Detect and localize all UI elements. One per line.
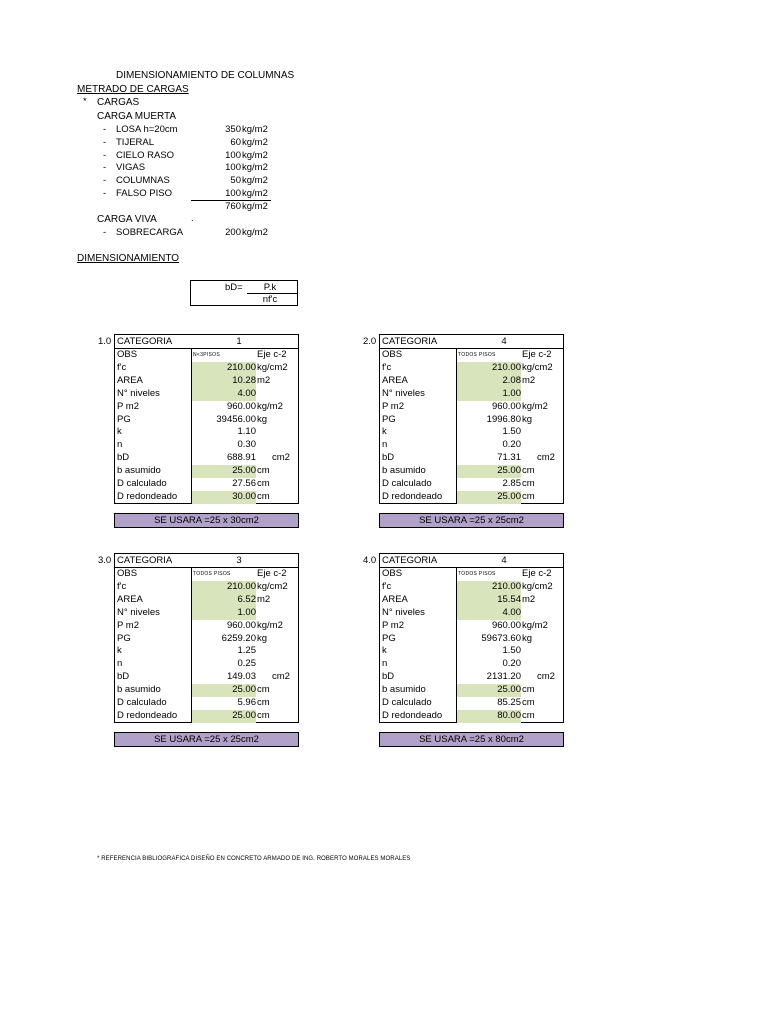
category-header-row [380,554,563,568]
row-value: 27.56 [232,478,256,489]
dead-load-unit: kg/m2 [242,162,268,173]
row-unit: kg [522,633,533,644]
row-label: D redondeado [117,491,178,502]
row-unit: m2 [257,375,271,386]
categoria-value: 4 [501,555,507,566]
row-value: 960.00 [491,401,521,412]
row-label: P m2 [382,401,405,412]
row-label: PG [382,633,396,644]
row-label: AREA [117,594,143,605]
row-label: bD [382,452,395,463]
row-label: k [382,645,387,656]
row-unit: m2 [522,594,536,605]
row-unit: cm2 [537,671,555,682]
row-value: 2.85 [502,478,521,489]
row-label: N° niveles [117,607,160,618]
row-unit: kg/m2 [522,620,548,631]
categoria-value: 1 [236,336,242,347]
dead-load-name: TIJERAL [116,137,155,148]
row-value: 0.30 [237,439,256,450]
dead-load-name: COLUMNAS [116,175,170,186]
row-unit: cm2 [537,452,555,463]
result-banner: SE USARA =25 x 80cm2 [379,732,564,747]
row-label: n [382,658,388,669]
row-value: 4.00 [237,388,256,399]
row-label: N° niveles [382,607,425,618]
dead-load-name: CIELO RASO [116,150,175,161]
row-value: 960.00 [226,620,256,631]
row-unit: cm [522,684,535,695]
categoria-value: 3 [236,555,242,566]
row-label: D redondeado [382,491,443,502]
row-value: 15.54 [497,594,521,605]
row-unit: kg/cm2 [522,362,553,373]
obs-value: TODOS PISOS [193,571,231,577]
category-block [98,553,299,723]
row-value: 25.00 [232,465,256,476]
row-unit: kg [257,633,268,644]
row-label: PG [382,414,396,425]
row-value: 1.00 [237,607,256,618]
categoria-label: CATEGORIA [382,336,438,347]
row-value: 25.00 [232,684,256,695]
row-label: PG [117,633,131,644]
dead-load-name: LOSA h=20cm [116,124,178,135]
row-value: 30.00 [232,491,256,502]
result-banner: SE USARA =25 x 25cm2 [114,732,299,747]
row-label: b asumido [117,684,161,695]
row-unit: kg/cm2 [522,581,553,592]
category-block [363,334,564,504]
live-load-dash: - [103,227,107,238]
row-value: 10.28 [232,375,256,386]
row-label: D redondeado [117,710,178,721]
row-value: 85.25 [497,697,521,708]
dead-load-dash: - [103,188,107,199]
row-unit: cm [257,465,270,476]
row-unit: kg [257,414,268,425]
row-unit: cm2 [272,671,290,682]
row-unit: cm [522,697,535,708]
row-value: 0.20 [502,658,521,669]
row-label: n [382,439,388,450]
formula-box [190,280,298,306]
row-value: 25.00 [497,684,521,695]
row-label: N° niveles [382,388,425,399]
row-unit: cm [522,478,535,489]
cargas-label: CARGAS [97,97,140,108]
carga-viva-dot: . [191,213,194,224]
row-label: D calculado [382,478,432,489]
dead-load-name: FALSO PISO [116,188,172,199]
row-label: n [117,439,123,450]
category-block [363,553,564,723]
row-value: 25.00 [497,465,521,476]
row-label: f'c [382,581,392,592]
eje-label: Eje c-2 [522,349,552,360]
formula-numerator: P.k [263,282,277,293]
obs-value: N<3PISOS [193,352,220,358]
row-value: 1.00 [502,388,521,399]
category-number: 4.0 [363,555,377,566]
row-label: OBS [382,349,403,360]
row-label: k [117,645,122,656]
eje-label: Eje c-2 [257,568,287,579]
row-label: f'c [117,362,127,373]
dead-load-value: 100 [225,188,241,199]
row-unit: cm [522,710,535,721]
row-label: f'c [117,581,127,592]
formula-lhs: bD= [225,282,243,293]
row-unit: m2 [257,594,271,605]
result-banner: SE USARA =25 x 30cm2 [114,513,299,528]
row-value: 2131.20 [486,671,521,682]
dead-load-dash: - [103,162,107,173]
categoria-value: 4 [501,336,507,347]
dead-load-unit: kg/m2 [242,188,268,199]
row-value: 0.25 [237,658,256,669]
metrado-heading: METRADO DE CARGAS [77,84,189,95]
row-label: D redondeado [382,710,443,721]
formula-denominator: nf'c [262,294,278,305]
row-unit: kg/m2 [257,620,283,631]
row-value: 960.00 [226,401,256,412]
category-number: 2.0 [363,336,377,347]
row-unit: kg [522,414,533,425]
category-block [98,334,299,504]
dead-load-value: 100 [225,162,241,173]
row-value: 210.00 [226,581,256,592]
category-number: 3.0 [98,555,112,566]
row-label: bD [382,671,395,682]
row-unit: cm [257,710,270,721]
row-unit: kg/cm2 [257,362,288,373]
row-label: f'c [382,362,392,373]
row-value: 960.00 [491,620,521,631]
row-unit: kg/cm2 [257,581,288,592]
live-load-name: SOBRECARGA [116,227,184,238]
dead-load-dash: - [103,175,107,186]
categoria-label: CATEGORIA [117,336,173,347]
row-label: bD [117,452,130,463]
row-label: AREA [382,594,408,605]
category-header-row [115,554,298,568]
result-banner: SE USARA =25 x 25cm2 [379,513,564,528]
row-label: k [117,426,122,437]
obs-value: TODOS PISOS [458,571,496,577]
row-label: D calculado [382,697,432,708]
row-label: N° niveles [117,388,160,399]
row-value: 210.00 [226,362,256,373]
row-label: b asumido [382,465,426,476]
row-label: D calculado [117,478,167,489]
row-value: 25.00 [497,491,521,502]
row-value: 71.31 [497,452,521,463]
row-value: 1.50 [502,645,521,656]
live-load-value: 200 [225,227,241,238]
row-label: b asumido [382,684,426,695]
row-label: OBS [117,349,138,360]
row-value: 1996.80 [486,414,521,425]
row-unit: cm [257,478,270,489]
dead-load-unit: kg/m2 [242,124,268,135]
dead-load-unit: kg/m2 [242,175,268,186]
category-header-row [115,335,298,349]
row-label: P m2 [117,620,140,631]
row-label: bD [117,671,130,682]
dead-load-dash: - [103,150,107,161]
row-unit: cm [257,684,270,695]
footnote: * REFERENCIA BIBLIOGRAFICA DISEÑO EN CONCRETO ARMADO DE ING. ROBERTO MORALES MORALES [97,856,411,862]
category-header-row [380,335,563,349]
row-value: 0.20 [502,439,521,450]
row-value: 25.00 [232,710,256,721]
row-label: D calculado [117,697,167,708]
row-unit: cm [257,491,270,502]
dead-load-unit: kg/m2 [242,150,268,161]
row-unit: cm [522,491,535,502]
eje-label: Eje c-2 [522,568,552,579]
row-label: AREA [117,375,143,386]
row-label: PG [117,414,131,425]
category-number: 1.0 [98,336,112,347]
row-label: P m2 [117,401,140,412]
carga-viva-label: CARGA VIVA [97,214,157,225]
row-unit: cm2 [272,452,290,463]
row-label: P m2 [382,620,405,631]
dead-total-unit: kg/m2 [242,201,268,212]
row-label: AREA [382,375,408,386]
row-label: OBS [117,568,138,579]
row-value: 39456.00 [216,414,256,425]
dead-total-value: 760 [225,201,241,212]
page-title: DIMENSIONAMIENTO DE COLUMNAS [116,70,295,81]
dead-load-dash: - [103,124,107,135]
row-label: OBS [382,568,403,579]
row-value: 1.50 [502,426,521,437]
dimensionamiento-heading: DIMENSIONAMIENTO [77,253,180,264]
row-unit: kg/m2 [257,401,283,412]
dead-load-unit: kg/m2 [242,137,268,148]
row-value: 1.10 [237,426,256,437]
row-value: 59673.60 [481,633,521,644]
row-value: 2.08 [502,375,521,386]
categoria-label: CATEGORIA [117,555,173,566]
row-unit: cm [522,465,535,476]
row-label: k [382,426,387,437]
row-label: b asumido [117,465,161,476]
row-unit: m2 [522,375,536,386]
categoria-label: CATEGORIA [382,555,438,566]
dead-load-value: 100 [225,150,241,161]
row-value: 80.00 [497,710,521,721]
row-label: n [117,658,123,669]
row-value: 5.96 [237,697,256,708]
row-value: 6.52 [237,594,256,605]
row-unit: kg/m2 [522,401,548,412]
row-value: 1.25 [237,645,256,656]
row-unit: cm [257,697,270,708]
dead-load-value: 350 [225,124,241,135]
row-value: 149.03 [226,671,256,682]
row-value: 210.00 [491,362,521,373]
live-load-unit: kg/m2 [242,227,268,238]
dead-load-value: 60 [230,137,241,148]
carga-muerta-label: CARGA MUERTA [97,111,177,122]
row-value: 4.00 [502,607,521,618]
row-value: 6259.20 [221,633,256,644]
row-value: 688.91 [226,452,256,463]
dead-load-name: VIGAS [116,162,146,173]
obs-value: TODOS PISOS [458,352,496,358]
dead-load-value: 50 [230,175,241,186]
dead-load-dash: - [103,137,107,148]
bullet-marker: * [83,96,87,107]
row-value: 210.00 [491,581,521,592]
eje-label: Eje c-2 [257,349,287,360]
